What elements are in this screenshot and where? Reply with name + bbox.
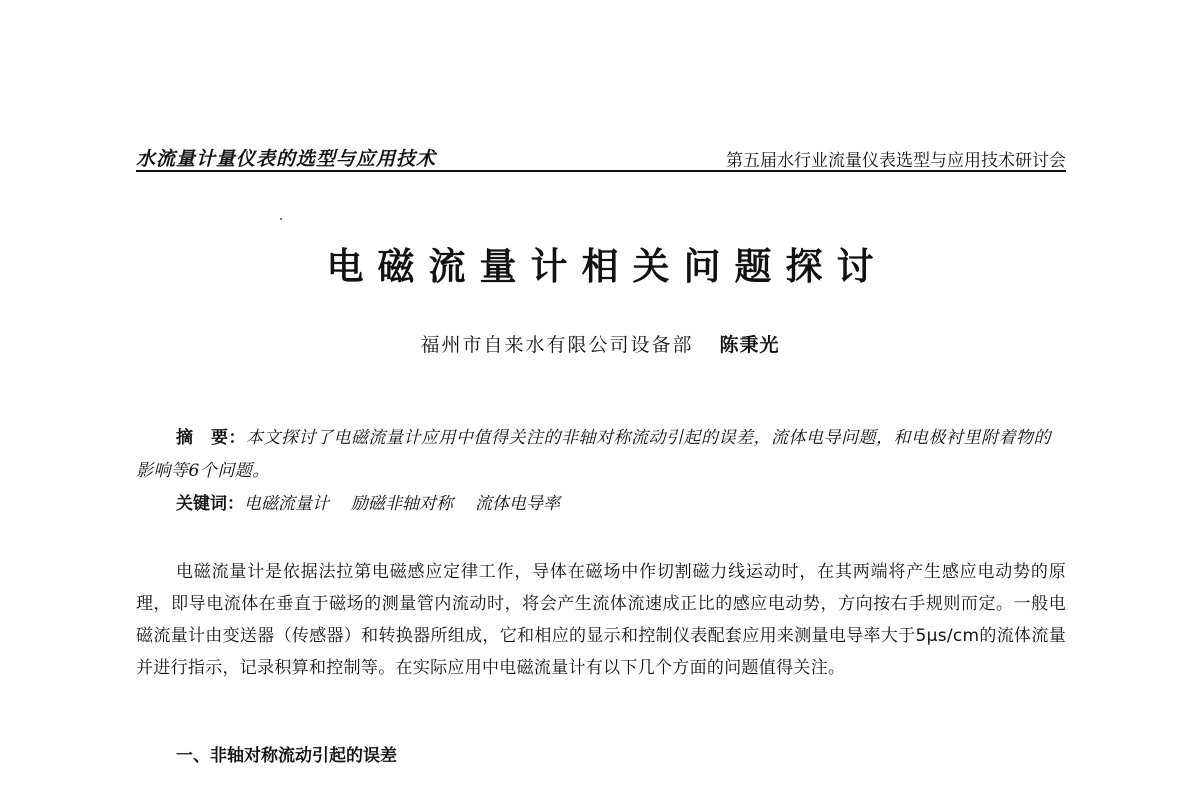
author-organization: 福州市自来水有限公司设备部: [420, 334, 694, 356]
author-name: 陈秉光: [719, 334, 780, 356]
keyword-item: 励磁非轴对称: [351, 494, 453, 514]
scan-speck: [280, 218, 282, 220]
keywords-label: 关键词：: [176, 494, 244, 514]
abstract: [136, 422, 1066, 488]
abstract-label: 摘 要：: [176, 428, 246, 448]
paper-title: 电磁流量计相关问题探讨: [326, 245, 888, 288]
running-header: [136, 140, 1066, 172]
abstract-text: 本文探讨了电磁流量计应用中值得关注的非轴对称流动引起的误差，流体电导问题，和电极衬里附着物的影响等6个问题。: [136, 428, 1051, 481]
keyword-item: 电磁流量计: [244, 494, 329, 514]
book-title: 水流量计量仪表的选型与应用技术: [136, 148, 437, 170]
byline: [0, 330, 1200, 357]
keywords: [176, 488, 560, 521]
section-heading: 一、非轴对称流动引起的误差: [176, 746, 397, 766]
conference-name: 第五届水行业流量仪表选型与应用技术研讨会: [726, 151, 1066, 171]
body-paragraph: 电磁流量计是依据法拉第电磁感应定律工作，导体在磁场中作切割磁力线运动时，在其两端将产生感应电动势的原理，即导电流体在垂直于磁场的测量管内流动时，将会产生流体流速成正比的感应电动势，方向按右手规则而定。一般电磁流量计由变送器（传感器）和转换器所组成，它和相应的显示和控制仪表配套应用来测量电导率大于5μs/cm的流体流量并进行指示，记录积算和控制等。在实际应用中电磁流量计有以下几个方面的问题值得关注。: [136, 562, 1066, 678]
keyword-item: 流体电导率: [475, 494, 560, 514]
